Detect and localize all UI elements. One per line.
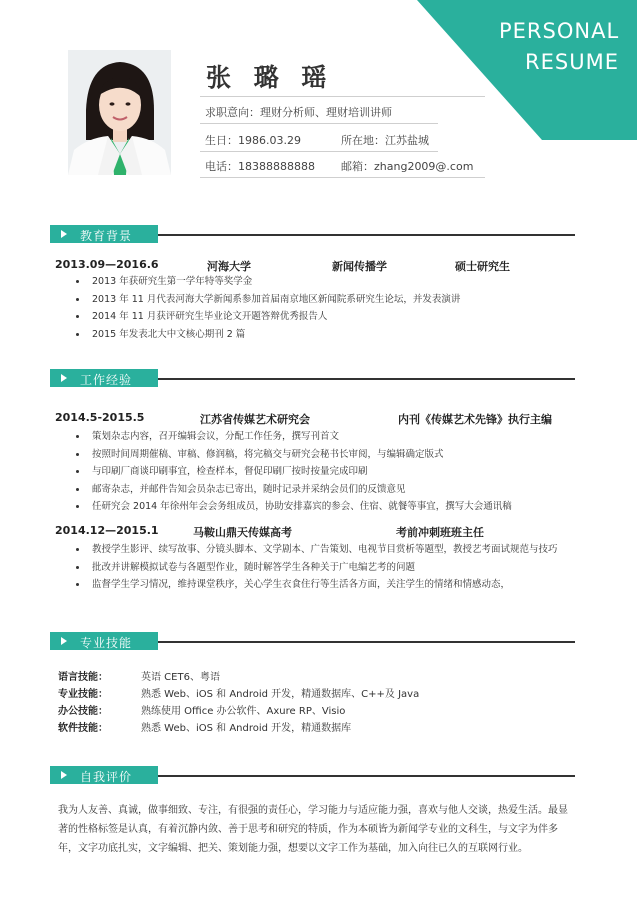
list-item: 批改并讲解模拟试卷与各题型作业，随时解答学生各种关于广电编艺考的问题 <box>92 559 592 577</box>
section-title: 专业技能 <box>80 636 133 650</box>
play-triangle-icon <box>61 230 67 238</box>
skill-value: 英语 CET6、粤语 <box>141 672 220 683</box>
education-degree: 硕士研究生 <box>455 260 510 273</box>
section-title: 教育背景 <box>80 229 133 243</box>
section-rule <box>158 378 575 380</box>
skill-key: 办公技能： <box>58 706 108 717</box>
section-rule <box>158 775 575 777</box>
section-skills <box>50 632 575 650</box>
birth-divider <box>200 151 438 152</box>
skill-value: 熟悉 Web、iOS 和 Android 开发，精通数据库 <box>141 723 352 734</box>
list-item: 教授学生影评、续写故事、分镜头脚本、文学剧本、广告策划、电视节目赏析等题型，教授艺考面试规范与技巧 <box>92 541 592 559</box>
skill-value: 熟悉 Web、iOS 和 Android 开发，精通数据库、C++及 Java <box>141 689 420 700</box>
birth-date: 生日：1986.03.29 <box>205 134 301 147</box>
education-school: 河海大学 <box>207 260 251 273</box>
job-role: 内刊《传媒艺术先锋》执行主编 <box>398 413 552 426</box>
job-objective: 求职意向：理财分析师、理财培训讲师 <box>205 106 392 119</box>
list-item: 按照时间周期催稿、审稿、修润稿，将完稿交与研究会秘书长审阅，与编辑确定版式 <box>92 446 592 464</box>
education-period: 2013.09—2016.6 <box>55 258 159 271</box>
name-divider <box>200 96 485 97</box>
section-title: 自我评价 <box>80 770 133 784</box>
skill-key: 软件技能： <box>58 723 108 734</box>
section-rule <box>158 641 575 643</box>
objective-divider <box>200 123 438 124</box>
section-title: 工作经验 <box>80 373 133 387</box>
profile-photo <box>68 50 171 175</box>
job-company: 马鞍山鼎天传媒高考 <box>193 526 292 539</box>
list-item: 2014 年 11 月获评研究生毕业论文开题答辩优秀报告人 <box>92 308 592 326</box>
play-triangle-icon <box>61 637 67 645</box>
job-company: 江苏省传媒艺术研究会 <box>200 413 310 426</box>
corner-title <box>499 16 619 78</box>
section-education <box>50 225 575 243</box>
education-list <box>92 273 592 343</box>
corner-title-line1: PERSONAL <box>499 19 620 43</box>
play-triangle-icon <box>61 374 67 382</box>
portrait-illustration <box>68 50 171 175</box>
section-self-evaluation <box>50 766 575 784</box>
skill-key: 语言技能： <box>58 672 108 683</box>
candidate-name: 张 璐 瑶 <box>206 63 334 92</box>
phone-divider <box>200 177 485 178</box>
phone: 电话：18388888888 <box>205 160 315 173</box>
job-duties <box>92 428 592 516</box>
list-item: 监督学生学习情况，维持课堂秩序，关心学生衣食住行等生活各方面，关注学生的情绪和情感动态， <box>92 576 592 594</box>
education-major: 新闻传播学 <box>332 260 387 273</box>
email: 邮箱：zhang2009@.com <box>341 160 474 173</box>
section-work <box>50 369 575 387</box>
list-item: 策划杂志内容，召开编辑会议，分配工作任务，撰写刊首文 <box>92 428 592 446</box>
list-item: 任研究会 2014 年徐州年会会务组成员，协助安排嘉宾的参会、住宿、就餐等事宜，撰写大会通讯稿 <box>92 498 592 516</box>
list-item: 与印刷厂商谈印刷事宜，检查样本，督促印刷厂按时按量完成印刷 <box>92 463 592 481</box>
job-role: 考前冲刺班班主任 <box>396 526 484 539</box>
list-item: 2015 年发表北大中文核心期刊 2 篇 <box>92 326 592 344</box>
job-period: 2014.12—2015.1 <box>55 524 159 537</box>
location: 所在地：江苏盐城 <box>341 134 429 147</box>
list-item: 2013 年获研究生第一学年特等奖学金 <box>92 273 592 291</box>
skill-key: 专业技能： <box>58 689 108 700</box>
play-triangle-icon <box>61 771 67 779</box>
job-duties <box>92 541 592 594</box>
list-item: 邮寄杂志，并邮件告知会员杂志已寄出，随时记录并采纳会员们的反馈意见 <box>92 481 592 499</box>
self-evaluation-text: 我为人友善、真诚，做事细致、专注，有很强的责任心，学习能力与适应能力强，喜欢与他人交谈，热爱生活。最显著的性格标签是认真，有着沉静内敛、善于思考和研究的特质，作为本硕皆为新闻学专业的文科生，与文字为伴多年，文字功底扎实，文字编辑、把关、策划能力强，想要以文字工作为基础，加入向往已久的互联网行业。 <box>58 805 568 854</box>
skill-value: 熟练使用 Office 办公软件、Axure RP、Visio <box>141 706 346 717</box>
section-rule <box>158 234 575 236</box>
list-item: 2013 年 11 月代表河海大学新闻系参加首届南京地区新闻院系研究生论坛，并发表演讲 <box>92 291 592 309</box>
corner-title-line2: RESUME <box>525 50 619 74</box>
job-period: 2014.5-2015.5 <box>55 411 145 424</box>
